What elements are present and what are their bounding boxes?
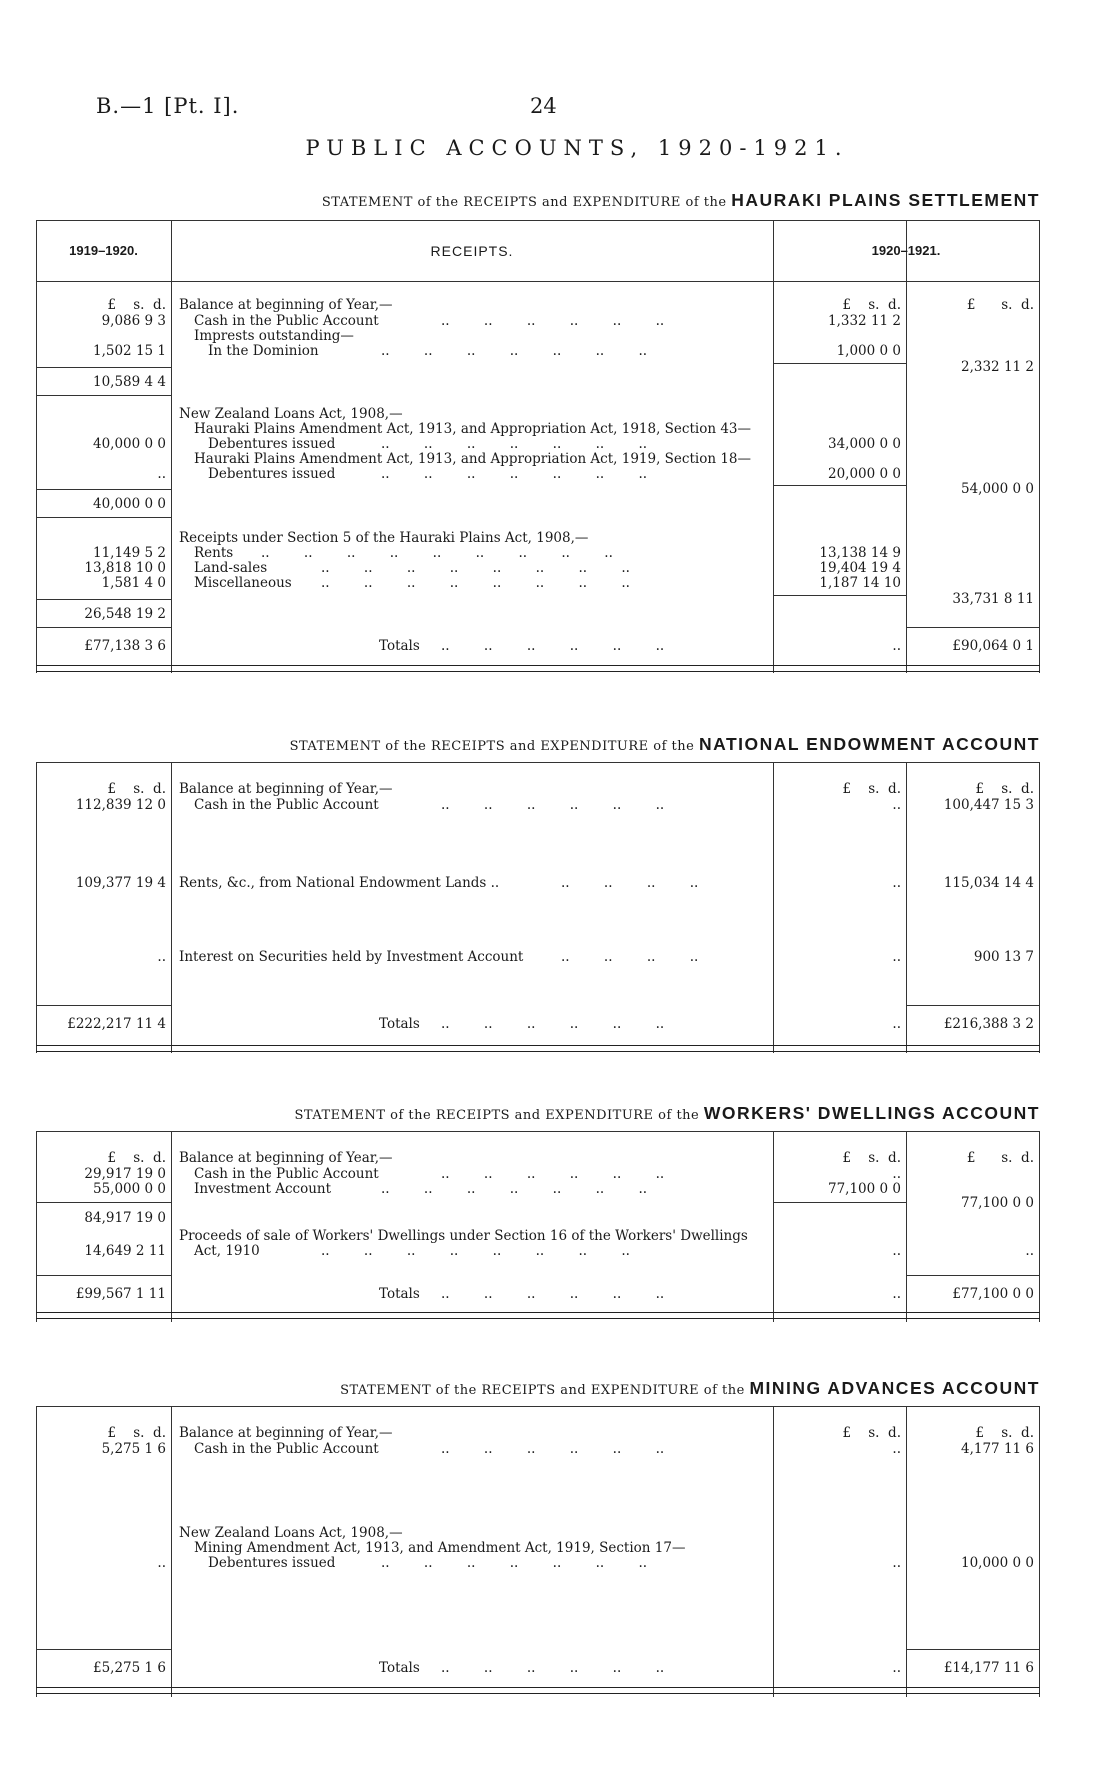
row-label-deb1: Debentures issued <box>208 436 336 452</box>
currency-heading: £ s. d. <box>107 781 166 797</box>
prev-subtotal: 40,000 0 0 <box>93 496 166 512</box>
prev-interest: .. <box>157 949 166 965</box>
leader-dots: .. .. .. .. .. .. <box>441 1166 665 1182</box>
currency-heading: £ s. d. <box>107 1425 166 1441</box>
cur-detail-total: .. <box>892 1286 901 1302</box>
mining-title-prefix: STATEMENT of the RECEIPTS and EXPENDITURE of the <box>340 1383 745 1398</box>
row-label-mining: Mining Amendment Act, 1913, and Amendment Act, 1919, Section 17— <box>194 1540 686 1556</box>
hauraki-statement-title <box>322 190 1040 211</box>
prev-deb2: .. <box>157 466 166 482</box>
cur-total: £77,100 0 0 <box>952 1286 1034 1302</box>
row-label-balance: Balance at beginning of Year,— <box>179 1150 393 1166</box>
mining-table <box>36 1406 1040 1697</box>
page-number: 24 <box>530 94 557 118</box>
leader-dots: .. .. .. .. <box>561 875 699 891</box>
cur-detail-total: .. <box>892 1660 901 1676</box>
leader-dots: .. .. .. .. .. .. .. .. <box>321 575 630 591</box>
leader-dots: .. .. .. .. .. .. .. <box>381 436 648 452</box>
row-label-balance: Balance at beginning of Year,— <box>179 297 393 313</box>
row-label-nzloans: New Zealand Loans Act, 1908,— <box>179 1525 403 1541</box>
row-label-cash: Cash in the Public Account <box>194 313 379 329</box>
cur-interest: 900 13 7 <box>973 949 1034 965</box>
cur-detail-deb2: 20,000 0 0 <box>828 466 901 482</box>
currency-heading: £ s. d. <box>842 1425 901 1441</box>
national-statement-title <box>290 734 1040 755</box>
cur-total: £90,064 0 1 <box>952 638 1034 654</box>
cur-detail-total: .. <box>892 638 901 654</box>
prev-rents: 11,149 5 2 <box>93 545 166 561</box>
prev-cash: 9,086 9 3 <box>101 313 166 329</box>
leader-dots: .. .. .. .. .. .. .. .. .. <box>261 545 613 561</box>
currency-heading: £ s. d. <box>842 1150 901 1166</box>
hauraki-title-prefix: STATEMENT of the RECEIPTS and EXPENDITURE of the <box>321 195 727 210</box>
row-label-totals: Totals <box>379 1016 420 1032</box>
report-reference: B.—1 [Pt. I]. <box>96 94 240 118</box>
leader-dots: .. .. .. .. .. .. <box>441 797 665 813</box>
prev-misc: 1,581 4 0 <box>101 575 166 591</box>
cur-detail-cash: .. <box>892 1441 901 1457</box>
currency-heading: £ s. d. <box>107 1150 166 1166</box>
leader-dots: .. .. .. .. .. .. .. <box>381 466 648 482</box>
national-title-name: NATIONAL ENDOWMENT ACCOUNT <box>698 734 1040 754</box>
row-label-act: Act, 1910 <box>194 1243 260 1259</box>
prev-subtotal: 26,548 19 2 <box>84 606 166 622</box>
mining-statement-title <box>340 1378 1040 1399</box>
prev-landsales: 13,818 10 0 <box>84 560 166 576</box>
cur-detail-rents: 13,138 14 9 <box>819 545 901 561</box>
leader-dots: .. .. .. .. .. .. <box>441 1016 665 1032</box>
cur-cash: 100,447 15 3 <box>943 797 1034 813</box>
cur-detail-landsales: 19,404 19 4 <box>819 560 901 576</box>
leader-dots: .. .. .. .. .. .. .. <box>381 343 648 359</box>
row-label-deb2: Debentures issued <box>208 466 336 482</box>
hauraki-table <box>36 220 1040 673</box>
row-label-proceeds: Proceeds of sale of Workers' Dwellings under Section 16 of the Workers' Dwellings <box>179 1228 748 1244</box>
row-label-rents: Rents <box>194 545 234 561</box>
cur-total: £14,177 11 6 <box>943 1660 1034 1676</box>
leader-dots: .. .. .. .. .. .. <box>441 313 665 329</box>
row-label-balance: Balance at beginning of Year,— <box>179 781 393 797</box>
prev-cash: 5,275 1 6 <box>101 1441 166 1457</box>
prev-cash: 112,839 12 0 <box>75 797 166 813</box>
cur-detail-deb1: 34,000 0 0 <box>828 436 901 452</box>
cur-act: .. <box>1025 1243 1034 1259</box>
prev-subtotal: 10,589 4 4 <box>93 374 166 390</box>
currency-heading: £ s. d. <box>842 297 901 313</box>
currency-heading: £ s. d. <box>107 297 166 313</box>
prev-total: £222,217 11 4 <box>67 1016 166 1032</box>
cur-rents: 115,034 14 4 <box>943 875 1034 891</box>
row-label-nzloans: New Zealand Loans Act, 1908,— <box>179 406 403 422</box>
national-title-prefix: STATEMENT of the RECEIPTS and EXPENDITURE of the <box>289 739 695 754</box>
prev-total: £77,138 3 6 <box>84 638 166 654</box>
hauraki-title-name: HAURAKI PLAINS SETTLEMENT <box>731 190 1040 210</box>
cur-detail-rents: .. <box>892 875 901 891</box>
row-label-deb: Debentures issued <box>208 1555 336 1571</box>
leader-dots: .. .. .. .. .. .. .. <box>381 1181 648 1197</box>
cur-detail-cash: .. <box>892 1166 901 1182</box>
currency-heading: £ s. d. <box>975 781 1034 797</box>
cur-subtotal: 77,100 0 0 <box>961 1195 1034 1211</box>
leader-dots: .. .. .. .. .. .. <box>441 1286 665 1302</box>
row-label-dominion: In the Dominion <box>208 343 319 359</box>
cur-detail-total: .. <box>892 1016 901 1032</box>
row-label-totals: Totals <box>379 1286 420 1302</box>
workers-title-prefix: STATEMENT of the RECEIPTS and EXPENDITURE of the <box>294 1108 700 1123</box>
row-label-rents: Rents, &c., from National Endowment Lands .. <box>179 875 500 891</box>
leader-dots: .. .. .. .. <box>561 949 699 965</box>
row-label-totals: Totals <box>379 1660 420 1676</box>
row-label-imprests: Imprests outstanding— <box>194 328 354 344</box>
workers-title-name: WORKERS' DWELLINGS ACCOUNT <box>703 1103 1040 1123</box>
cur-detail-dominion: 1,000 0 0 <box>836 343 901 359</box>
row-label-receipts-s5: Receipts under Section 5 of the Hauraki Plains Act, 1908,— <box>179 530 589 546</box>
cur-deb: 10,000 0 0 <box>961 1555 1034 1571</box>
currency-heading: £ s. d. <box>842 781 901 797</box>
prev-subtotal: 84,917 19 0 <box>84 1210 166 1226</box>
cur-detail-interest: .. <box>892 949 901 965</box>
row-label-cash: Cash in the Public Account <box>194 1441 379 1457</box>
row-label-misc: Miscellaneous <box>194 575 292 591</box>
row-label-cash: Cash in the Public Account <box>194 1166 379 1182</box>
col-header-current-year: 1920–1921. <box>871 243 941 258</box>
prev-deb1: 40,000 0 0 <box>93 436 166 452</box>
leader-dots: .. .. .. .. .. .. .. <box>381 1555 648 1571</box>
row-label-investment: Investment Account <box>194 1181 332 1197</box>
cur-detail-misc: 1,187 14 10 <box>819 575 901 591</box>
row-label-landsales: Land-sales <box>194 560 268 576</box>
currency-heading: £ s. d. <box>966 1150 1034 1166</box>
prev-deb: .. <box>157 1555 166 1571</box>
prev-total: £99,567 1 11 <box>75 1286 166 1302</box>
leader-dots: .. .. .. .. .. .. <box>441 1660 665 1676</box>
cur-detail-cash: .. <box>892 797 901 813</box>
cur-subtotal: 2,332 11 2 <box>961 359 1034 375</box>
page-title: PUBLIC ACCOUNTS, 1920-1921. <box>305 136 849 160</box>
row-label-hp1918: Hauraki Plains Amendment Act, 1913, and Appropriation Act, 1918, Section 43— <box>194 421 752 437</box>
prev-cash: 29,917 19 0 <box>84 1166 166 1182</box>
cur-detail-act: .. <box>892 1243 901 1259</box>
row-label-balance: Balance at beginning of Year,— <box>179 1425 393 1441</box>
currency-heading: £ s. d. <box>975 1425 1034 1441</box>
national-table <box>36 762 1040 1053</box>
col-header-receipts: RECEIPTS. <box>430 243 514 259</box>
workers-statement-title <box>294 1103 1040 1124</box>
prev-act: 14,649 2 11 <box>84 1243 166 1259</box>
row-label-cash: Cash in the Public Account <box>194 797 379 813</box>
prev-rents: 109,377 19 4 <box>75 875 166 891</box>
workers-table <box>36 1131 1040 1322</box>
currency-heading: £ s. d. <box>966 297 1034 313</box>
cur-detail-cash: 1,332 11 2 <box>828 313 901 329</box>
cur-detail-investment: 77,100 0 0 <box>828 1181 901 1197</box>
leader-dots: .. .. .. .. .. .. .. .. <box>321 1243 630 1259</box>
col-header-prev-year: 1919–1920. <box>69 243 138 258</box>
cur-total: £216,388 3 2 <box>943 1016 1034 1032</box>
leader-dots: .. .. .. .. .. .. .. .. <box>321 560 630 576</box>
cur-subtotal: 33,731 8 11 <box>952 591 1034 607</box>
mining-title-name: MINING ADVANCES ACCOUNT <box>749 1378 1040 1398</box>
prev-dominion: 1,502 15 1 <box>93 343 166 359</box>
cur-detail-deb: .. <box>892 1555 901 1571</box>
leader-dots: .. .. .. .. .. .. <box>441 638 665 654</box>
row-label-totals: Totals <box>379 638 420 654</box>
cur-cash: 4,177 11 6 <box>961 1441 1034 1457</box>
cur-subtotal: 54,000 0 0 <box>961 481 1034 497</box>
prev-total: £5,275 1 6 <box>93 1660 166 1676</box>
row-label-interest: Interest on Securities held by Investment Account <box>179 949 524 965</box>
leader-dots: .. .. .. .. .. .. <box>441 1441 665 1457</box>
row-label-hp1919: Hauraki Plains Amendment Act, 1913, and Appropriation Act, 1919, Section 18— <box>194 451 752 467</box>
prev-investment: 55,000 0 0 <box>93 1181 166 1197</box>
